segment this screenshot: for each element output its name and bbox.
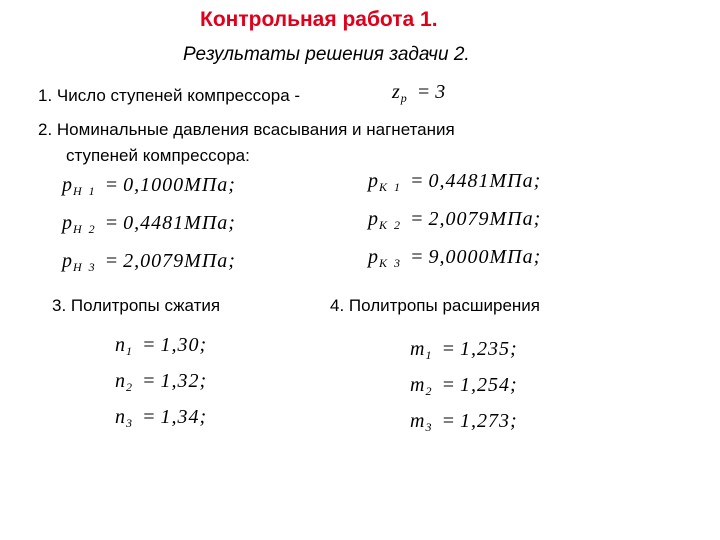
formula-value: 2,0079МПа; (428, 208, 542, 230)
pressures-heading-line1: 2. Номинальные давления всасывания и нагнетания (38, 120, 455, 139)
formula-sub: 1 (425, 348, 434, 362)
compression-polytropes-label: 3. Политропы сжатия (52, 296, 221, 315)
formula-eq: = (441, 338, 456, 360)
discharge-pressure-2 (368, 208, 541, 233)
formula-var: p (62, 212, 73, 234)
stage-count-formula (392, 81, 446, 106)
slide-title: Контрольная работа 1. (200, 8, 438, 31)
formula-var: p (62, 250, 73, 272)
formula-var: n (115, 334, 126, 356)
formula-var: n (115, 370, 126, 392)
formula-var: p (368, 170, 379, 192)
expansion-polytrope-1 (410, 338, 518, 363)
compression-polytrope-2 (115, 370, 207, 395)
formula-value: 1,32; (160, 370, 208, 392)
formula-eq: = (410, 246, 425, 268)
formula-eq: = (104, 212, 120, 234)
formula-var: p (62, 174, 73, 196)
formula-var: m (410, 338, 426, 360)
suction-pressure-1 (62, 174, 236, 199)
formula-sub: H 1 (73, 184, 97, 198)
formula-var: p (368, 246, 379, 268)
formula-value: 0,4481МПа; (428, 170, 542, 192)
formula-sub: 2 (425, 384, 434, 398)
expansion-polytropes-label: 4. Политропы расширения (330, 296, 541, 315)
compression-polytrope-1 (115, 334, 207, 359)
compression-polytrope-3 (115, 406, 207, 431)
formula-sub: 3 (126, 416, 134, 430)
formula-value: 0,1000МПа; (123, 174, 236, 196)
formula-value: 1,235; (459, 338, 518, 360)
stage-count-label: 1. Число ступеней компрессора - (38, 86, 301, 105)
formula-eq: = (441, 374, 456, 396)
formula-sub: K 3 (379, 256, 403, 270)
expansion-polytrope-2 (410, 374, 518, 399)
formula-sub: H 2 (73, 222, 97, 236)
slide-subtitle: Результаты решения задачи 2. (183, 44, 470, 65)
formula-eq: = (441, 410, 456, 432)
formula-value: 3 (435, 81, 447, 103)
formula-var: m (410, 410, 426, 432)
discharge-pressure-3 (368, 246, 541, 271)
formula-eq: = (142, 406, 157, 428)
suction-pressure-2 (62, 212, 236, 237)
formula-value: 1,30; (160, 334, 208, 356)
formula-eq: = (142, 370, 157, 392)
formula-sub: 2 (126, 380, 134, 394)
formula-value: 1,273; (459, 410, 518, 432)
formula-var: m (410, 374, 426, 396)
formula-sub: K 2 (379, 218, 403, 232)
formula-eq: = (104, 174, 120, 196)
formula-value: 0,4481МПа; (123, 212, 236, 234)
formula-sub: H 3 (73, 260, 97, 274)
formula-eq: = (142, 334, 157, 356)
expansion-polytrope-3 (410, 410, 518, 435)
formula-sub: 1 (126, 344, 134, 358)
formula-value: 1,254; (459, 374, 518, 396)
formula-eq: = (416, 81, 432, 103)
formula-sub: p (400, 91, 409, 105)
formula-eq: = (410, 208, 425, 230)
formula-var: n (115, 406, 126, 428)
suction-pressure-3 (62, 250, 236, 275)
formula-var: p (368, 208, 379, 230)
formula-eq: = (104, 250, 120, 272)
discharge-pressure-1 (368, 170, 541, 195)
formula-value: 9,0000МПа; (428, 246, 542, 268)
pressures-heading-line2: ступеней компрессора: (66, 146, 250, 165)
formula-var: z (392, 81, 401, 103)
formula-value: 2,0079МПа; (123, 250, 236, 272)
formula-value: 1,34; (160, 406, 208, 428)
formula-sub: 3 (425, 420, 434, 434)
formula-sub: K 1 (379, 180, 403, 194)
formula-eq: = (410, 170, 425, 192)
